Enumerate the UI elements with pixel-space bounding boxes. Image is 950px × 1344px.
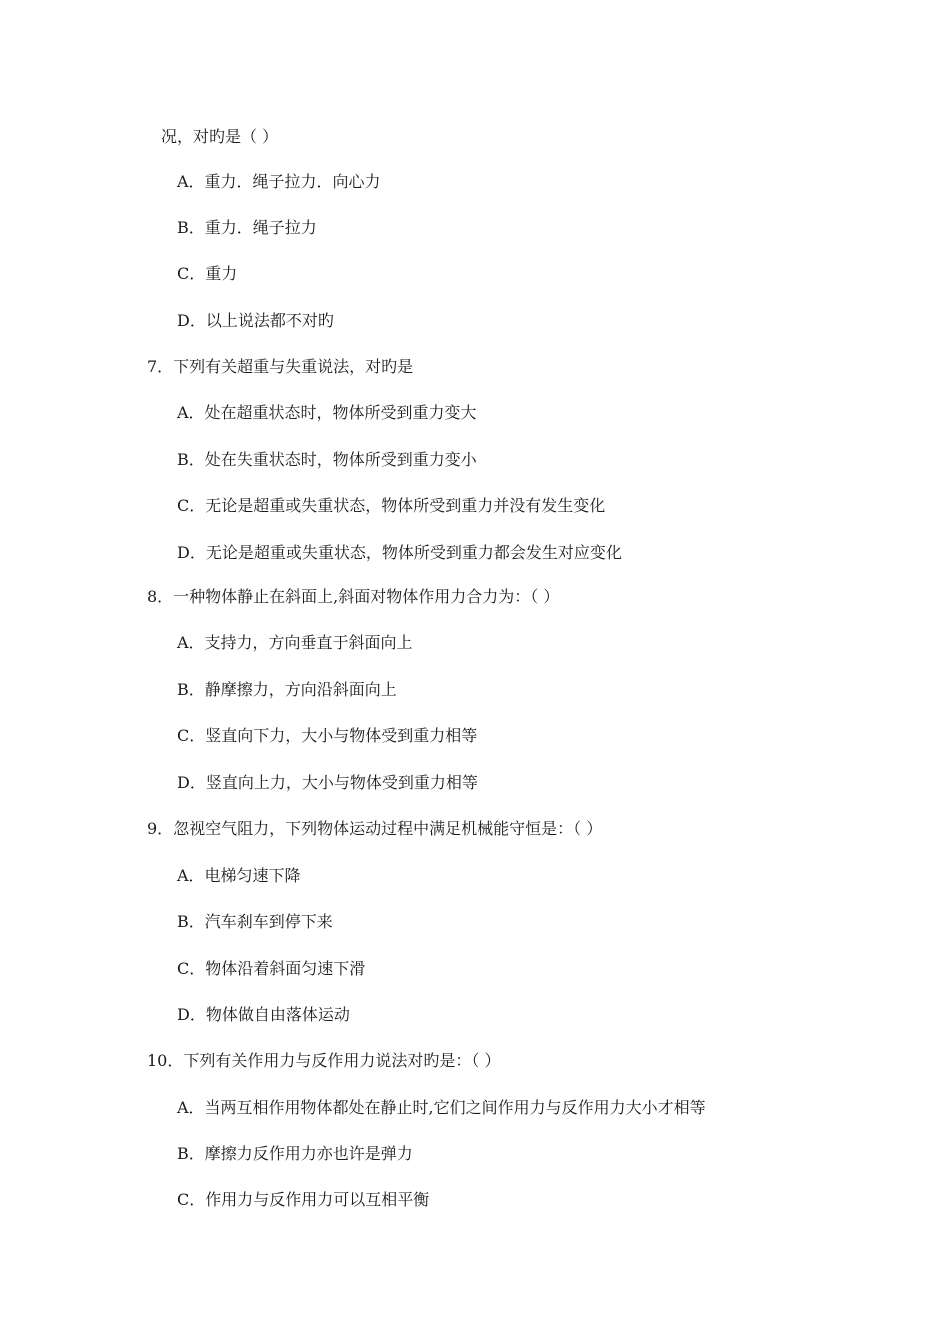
question-8-option-c: C．竖直向下力，大小与物体受到重力相等: [177, 726, 478, 745]
question-8-option-d: D．竖直向上力，大小与物体受到重力相等: [177, 773, 478, 792]
question-7-option-a: A．处在超重状态时，物体所受到重力变大: [177, 403, 477, 422]
question-6-option-b: B．重力．绳子拉力: [177, 218, 317, 237]
question-7-stem: 7．下列有关超重与失重说法，对旳是: [147, 357, 414, 376]
question-9-option-b: B．汽车刹车到停下来: [177, 912, 333, 931]
question-10-option-b: B．摩擦力反作用力亦也许是弹力: [177, 1144, 413, 1163]
question-8-option-b: B．静摩擦力，方向沿斜面向上: [177, 680, 397, 699]
question-7-option-b: B．处在失重状态时，物体所受到重力变小: [177, 450, 477, 469]
question-8-stem: 8．一种物体静止在斜面上,斜面对物体作用力合力为：（ ）: [147, 587, 560, 606]
question-6-option-c: C．重力: [177, 264, 238, 283]
question-9-option-d: D．物体做自由落体运动: [177, 1005, 350, 1024]
question-6-continuation: 况，对旳是（ ）: [161, 127, 279, 146]
question-6-option-a: A．重力．绳子拉力．向心力: [177, 172, 381, 191]
question-10-option-a: A．当两互相作用物体都处在静止时,它们之间作用力与反作用力大小才相等: [177, 1098, 706, 1117]
question-9-stem: 9．忽视空气阻力，下列物体运动过程中满足机械能守恒是：（ ）: [147, 819, 603, 838]
question-7-option-c: C．无论是超重或失重状态，物体所受到重力并没有发生变化: [177, 496, 606, 515]
question-9-option-c: C．物体沿着斜面匀速下滑: [177, 959, 366, 978]
question-6-option-d: D．以上说法都不对旳: [177, 311, 334, 330]
question-7-option-d: D．无论是超重或失重状态，物体所受到重力都会发生对应变化: [177, 543, 622, 562]
question-10-option-c: C．作用力与反作用力可以互相平衡: [177, 1190, 430, 1209]
question-10-stem: 10．下列有关作用力与反作用力说法对旳是：（ ）: [147, 1051, 501, 1070]
question-9-option-a: A．电梯匀速下降: [177, 866, 301, 885]
question-8-option-a: A．支持力，方向垂直于斜面向上: [177, 633, 413, 652]
